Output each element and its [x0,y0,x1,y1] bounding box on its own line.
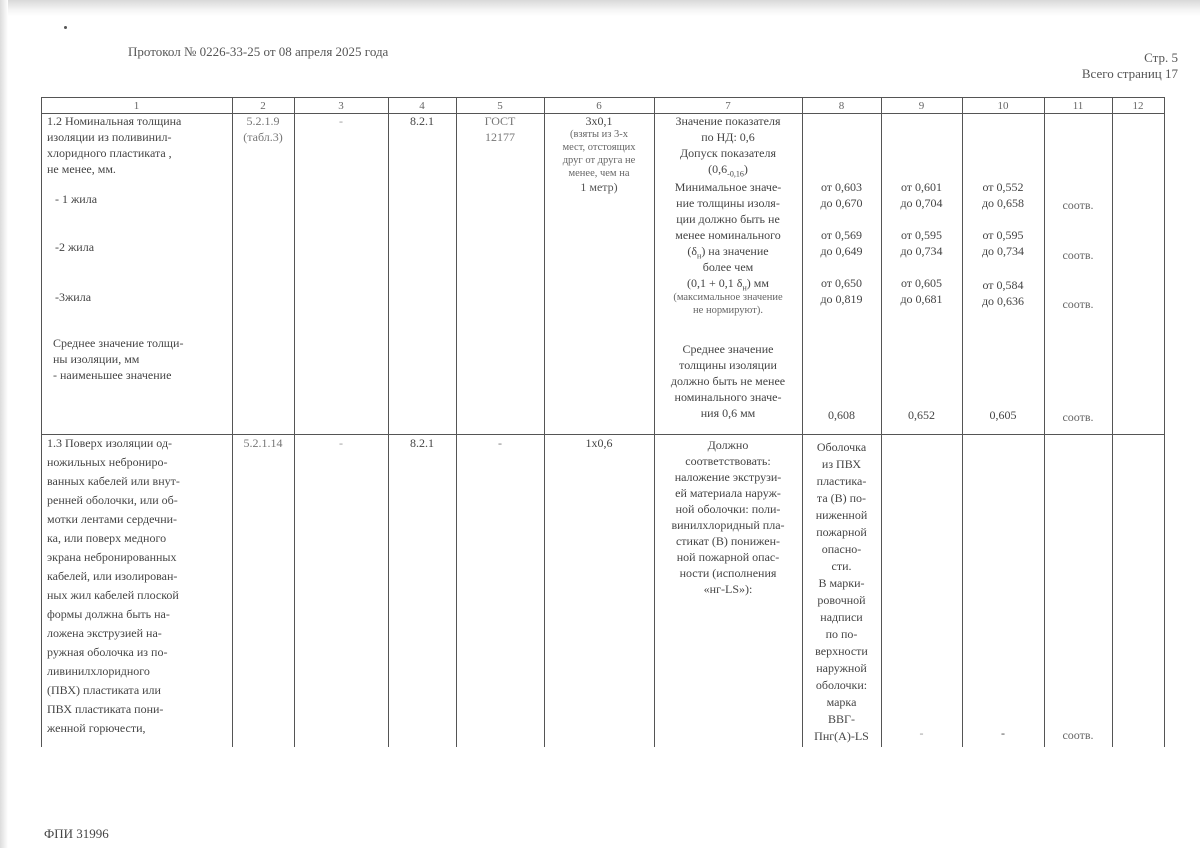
observation-text: надписи [820,610,863,624]
cell-text: ны изоляции, мм [53,352,140,366]
requirement-text: толщины изоляции [679,358,777,372]
col-border [1112,97,1113,747]
requirement-text: Минимальное значе- [674,180,782,194]
observation-text: наружной [816,661,867,675]
cell-dash: - [1001,726,1005,740]
cell-text: ножильных неброниро- [47,455,168,469]
observation-text: по по- [825,627,858,641]
cell-text: женной горючести, [47,721,146,735]
measured-max: до 0,670 [820,196,863,210]
sample-note: (взяты из 3-х [569,129,629,140]
observation-text: Пнг(А)-LS [814,729,869,743]
requirement-text: ной пожарной опас- [676,550,780,564]
measured-min: от 0,605 [900,276,943,290]
average-value: 0,605 [989,408,1017,422]
column-number: 7 [725,100,731,112]
requirement-fragment: ) на значение [701,244,769,258]
observation-text: верхности [815,644,868,658]
sample-note: 1 метр) [580,180,618,194]
cell-text: Среднее значение толщи- [53,336,184,350]
measured-min: от 0,584 [982,278,1024,292]
measured-max: до 0,734 [981,244,1025,258]
clause-ref: 5.2.1.14 [243,436,283,450]
column-number: 2 [260,100,266,112]
measured-min: от 0,650 [820,276,863,290]
sample-note: мест, отстоящих [562,142,636,153]
requirement-text: Среднее значение [682,342,774,356]
column-number: 9 [918,100,925,112]
col-border [41,97,42,747]
cell-text: формы должна быть на- [47,607,170,621]
requirement-text: должно быть не менее [670,374,786,388]
delta-subscript: н [697,251,702,261]
core-label: -3жила [55,290,92,304]
cell-text: - наименьшее значение [53,368,172,382]
cell-text: 1.3 Поверх изоляции од- [47,436,173,450]
scan-top-edge [0,0,1200,16]
core-label: - 1 жила [55,192,98,206]
clause-ref: 5.2.1.9 [246,114,280,128]
requirement-note: (максимальное значение [673,292,783,303]
observation-text: из ПВХ [821,457,862,471]
measured-min: от 0,569 [820,228,863,242]
conformity-mark: соотв. [1062,410,1094,424]
requirement-text: ной оболочки: поли- [675,502,781,516]
sample-note: менее, чем на [568,168,630,179]
cell-text: экрана небронированных [47,550,177,564]
requirement-text: стикат (В) понижен- [675,534,781,548]
requirement-text: Должно [707,438,749,452]
measured-max: до 0,636 [981,294,1025,308]
column-number: 12 [1132,100,1144,112]
requirement-text: менее номинального [675,228,781,242]
cell-text: ливинилхлоридного [47,664,150,678]
results-table [41,97,1165,747]
tolerance-value: (0,6 [708,162,728,176]
col-border [294,97,295,747]
measured-min: от 0,595 [900,228,943,242]
requirement-text: номинального значе- [674,390,782,404]
observation-text: сти. [831,559,852,573]
page-number: Стр. 5 [1144,50,1178,65]
requirement-text: Допуск показателя [680,146,776,160]
observation-text: ВВГ- [828,712,855,726]
cell-text: 1.2 Номинальная толщина [47,114,182,128]
col-border [1164,97,1165,747]
observation-text: Оболочка [816,440,867,454]
delta-subscript: н [742,283,747,293]
requirement-text: ей материала наруж- [675,486,781,500]
col-border [544,97,545,747]
column-number: 10 [997,100,1009,112]
requirement-text: ние толщины изоля- [676,196,780,210]
col-border [456,97,457,747]
cell-text: изоляции из поливинил- [47,130,172,144]
conformity-mark: соотв. [1062,297,1094,311]
column-number: 5 [497,100,503,112]
observation-text: пластика- [816,474,867,488]
conformity-mark: соотв. [1062,248,1094,262]
observation-text: опасно- [821,542,862,556]
column-number: 3 [338,100,344,112]
cell-text: ложена экструзией на- [47,626,162,640]
measured-min: от 0,603 [820,180,863,194]
cell-dash: - [339,436,343,450]
measured-max: до 0,658 [981,196,1025,210]
measured-max: до 0,681 [900,292,943,306]
method-ref: 8.2.1 [410,436,434,450]
formula-text: (0,1 + 0,1 δ [687,276,743,290]
cell-text: ка, или поверх медного [47,531,167,545]
delta-symbol: (δ [687,244,698,258]
column-number: 1 [133,100,140,112]
requirement-text: ности (исполнения [679,566,777,580]
measured-max: до 0,704 [900,196,943,210]
sample-size: 1х0,6 [585,436,613,450]
requirement-text: наложение экструзи- [674,470,782,484]
observation-text: ровочной [817,593,866,607]
average-value: 0,652 [908,408,935,422]
cell-dash: - [919,726,924,740]
requirement-text: винилхлоридный пла- [671,518,785,532]
average-value: 0,608 [828,408,855,422]
requirement-text: ции должно быть не [676,212,780,226]
measured-max: до 0,819 [820,292,863,306]
cell-text: мотки лентами сердечни- [47,512,178,526]
column-number: 8 [838,100,845,112]
clause-ref: (табл.3) [243,130,283,144]
observation-text: та (В) по- [816,491,867,505]
cell-text: не менее, мм. [47,162,116,176]
column-number: 6 [596,100,602,112]
requirement-text: более чем [702,260,754,274]
observation-text: ниженной [815,508,868,522]
requirement-text: по НД: 0,6 [701,130,755,144]
observation-text: марка [826,695,857,709]
sample-size: 3х0,1 [585,114,613,128]
requirement-text: соответствовать: [685,454,771,468]
requirement-text: «нг-LS»): [703,582,753,596]
observation-text: В марки- [818,576,865,590]
standard-ref: 12177 [485,130,515,144]
measured-min: от 0,552 [982,180,1024,194]
protocol-title: Протокол № 0226-33-25 от 08 апреля 2025 года [128,44,389,59]
sample-note: друг от друга не [562,155,636,166]
core-label: -2 жила [55,240,95,254]
total-pages: Всего страниц 17 [1081,66,1178,81]
requirement-text: $(0,6_{-0,16})$ [708,162,748,179]
observation-text: пожарной [816,525,867,539]
measured-min: от 0,601 [900,180,943,194]
cell-text: хлоридного пластиката , [47,146,172,160]
column-number: 11 [1072,100,1084,112]
observation-text: оболочки: [815,678,868,692]
cell-dash: - [339,114,343,128]
scan-speck [64,26,67,29]
cell-text: (ПВХ) пластиката или [47,683,161,697]
cell-text: ПВХ пластиката пони- [47,702,164,716]
col-border [388,97,389,747]
footer-code: ФПИ 31996 [44,826,109,841]
requirement-note: не нормируют). [693,305,763,316]
tolerance-subscript: -0,16 [727,169,744,179]
cell-text: ружная оболочка из по- [47,645,168,659]
cell-text: ренней оболочки, или об- [47,493,178,507]
requirement-text: ния 0,6 мм [700,406,756,420]
measured-max: до 0,734 [900,244,943,258]
requirement-text: Значение показателя [675,114,781,128]
measured-min: от 0,595 [982,228,1024,242]
col-border [232,97,233,747]
scan-left-edge [0,0,8,848]
cell-text: ных жил кабелей плоской [47,588,179,602]
conformity-mark: соотв. [1062,728,1094,742]
column-number: 4 [419,100,425,112]
requirement-fragment: ) мм [746,276,769,290]
standard-ref: ГОСТ [484,114,516,128]
conformity-mark: соотв. [1062,198,1094,212]
cell-dash: - [498,436,502,450]
measured-max: до 0,649 [820,244,863,258]
cell-text: кабелей, или изолирован- [47,569,178,583]
cell-text: ванных кабелей или внут- [47,474,180,488]
method-ref: 8.2.1 [410,114,434,128]
